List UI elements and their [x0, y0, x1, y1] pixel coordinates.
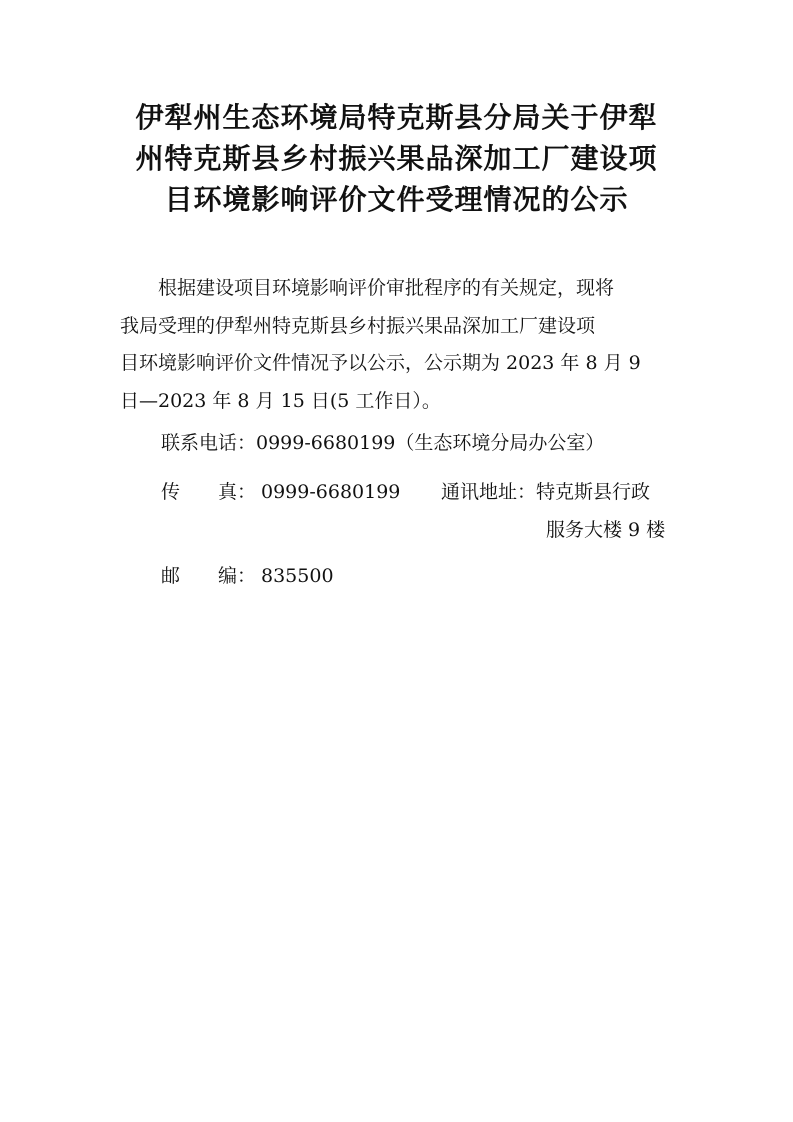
contact-fax-row	[161, 474, 681, 512]
paragraph-line-2: 我局受理的伊犁州特克斯县乡村振兴果品深加工厂建设项	[120, 314, 596, 337]
title-line-2: 州特克斯县乡村振兴果品深加工厂建设项	[135, 142, 658, 175]
paragraph-line-3: 目环境影响评价文件情况予以公示，公示期为 2023 年 8 月 9	[120, 352, 641, 374]
title-line-3: 目环境影响评价文件受理情况的公示	[164, 183, 629, 216]
document-title	[120, 97, 673, 220]
fax-value: 0999-6680199	[261, 481, 401, 503]
notice-paragraph	[120, 270, 675, 420]
fax-label: 传 真：	[161, 481, 257, 503]
contact-phone: 联系电话：0999-6680199（生态环境分局办公室）	[161, 432, 605, 454]
address-line-1: 通讯地址：特克斯县行政	[441, 481, 651, 503]
title-line-1: 伊犁州生态环境局特克斯县分局关于伊犁	[135, 101, 658, 134]
postcode-label: 邮 编：	[161, 565, 257, 587]
postcode-value: 835500	[261, 565, 334, 587]
paragraph-line-1: 根据建设项目环境影响评价审批程序的有关规定，现将	[120, 277, 615, 299]
address-line-2: 服务大楼 9 楼	[546, 519, 666, 541]
contact-postcode-row	[161, 558, 681, 596]
paragraph-line-4: 日—2023 年 8 月 15 日(5 工作日）。	[120, 389, 441, 412]
